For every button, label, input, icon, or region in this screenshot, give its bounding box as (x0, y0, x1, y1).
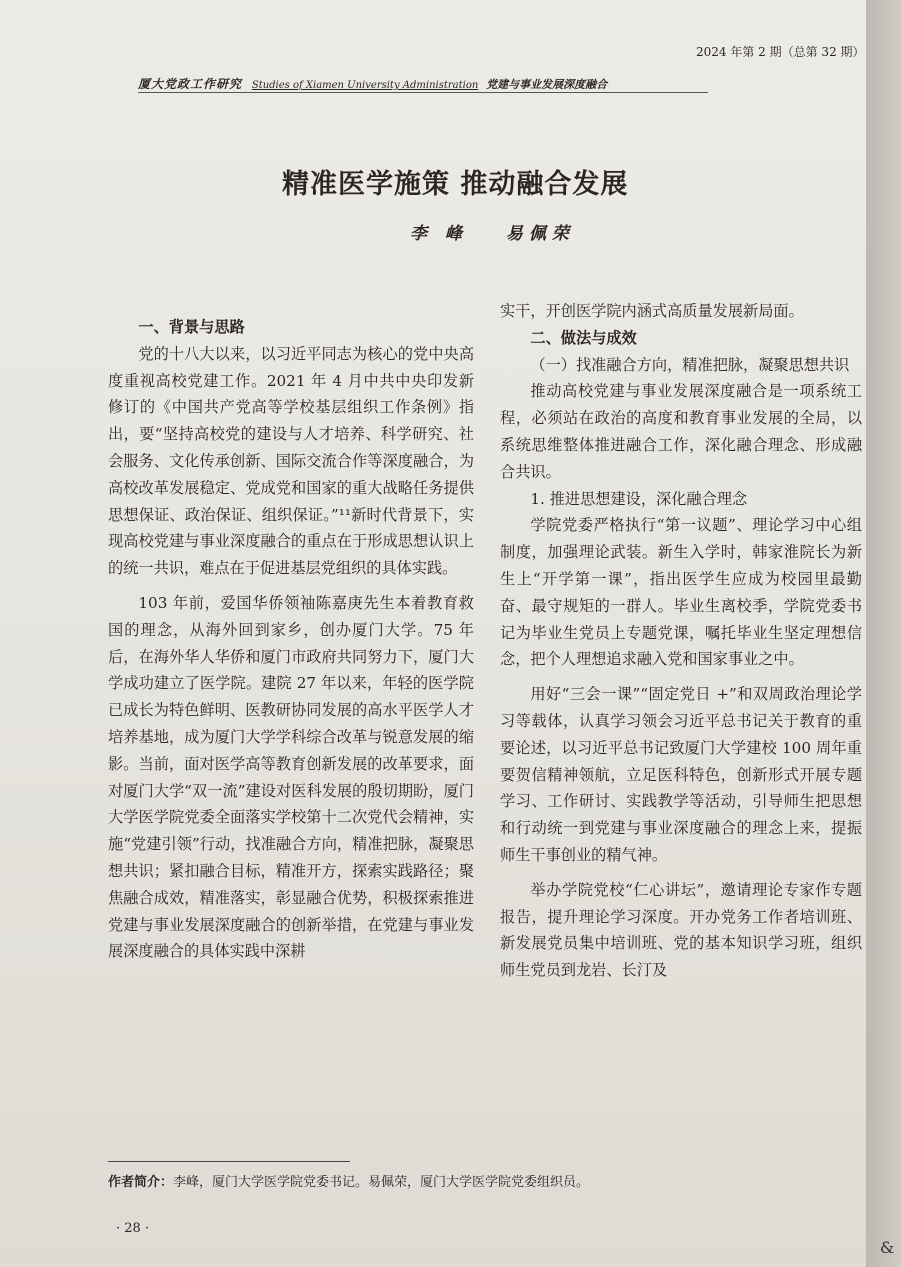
paragraph: 103 年前，爱国华侨领袖陈嘉庚先生本着教育救国的理念，从海外回到家乡，创办厦门大学。75 年后，在海外华人华侨和厦门市政府共同努力下，厦门大学成功建立了医学院。建院 27 年以来，年轻的医学院已成长为特色鲜明、医教研协同发展的高水平医学人才培养基地，成为厦门大学学科综合改革与锐意发展的缩影。当前，面对医学高等教育创新发展的改革要求，面对厦门大学“双一流”建设对医科发展的殷切期盼，厦门大学医学院党委全面落实学校第十二次党代会精神，实施“党建引领”行动，找准融合方向，精准把脉，凝聚思想共识；紧扣融合目标，精准开方，探索实践路径；聚焦融合成效，精准落实，彰显融合优势，积极探索推进党建与事业发展深度融合的创新举措，在党建与事业发展深度融合的具体实践中深耕 (108, 593, 474, 961)
paragraph: 举办学院党校“仁心讲坛”，邀请理论专家作专题报告，提升理论学习深度。开办党务工作者培训班、新发展党员集中培训班、党的基本知识学习班，组织师生党员到龙岩、长汀及 (500, 880, 862, 980)
footnote-rule (108, 1161, 350, 1162)
author-2: 易佩荣 (505, 224, 575, 244)
right-column (500, 298, 862, 984)
footnote-label: 作者简介： (108, 1175, 174, 1190)
footnote-text: 李峰，厦门大学医学院党委书记。易佩荣，厦门大学医学院党委组织员。 (173, 1175, 590, 1190)
page-edge-shadow (866, 0, 901, 1267)
paragraph: 学院党委严格执行“第一议题”、理论学习中心组制度，加强理论武装。新生入学时，韩家淮院长为新生上“开学第一课”，指出医学生应成为校园里最勤奋、最守规矩的一群人。毕业生离校季，学院党委书记为毕业生党员上专题党课，嘱托毕业生坚定理想信念，把个人理想追求融入党和国家事业之中。 (500, 516, 862, 669)
paragraph-continuation: 实干，开创医学院内涵式高质量发展新局面。 (500, 302, 804, 320)
article-title: 精准医学施策 推动融合发展 (282, 169, 629, 200)
paragraph: 用好“三会一课”“固定党日 +”和双周政治理论学习等载体，认真学习领会习近平总书记关于教育的重要论述，以习近平总书记致厦门大学建校 100 周年重要贺信精神领航，立足医科特色，创新形式开展专题学习、工作研讨、实践教学等活动，引导师生把思想和行动统一到党建与事业深度融合的理念上来，提振师生干事创业的精气神。 (500, 685, 862, 864)
page-number: · 28 · (116, 1221, 150, 1236)
subsection-heading: （一）找准融合方向，精准把脉，凝聚思想共识 (530, 355, 850, 374)
paragraph: 推动高校党建与事业发展深度融合是一项系统工程，必须站在政治的高度和教育事业发展的全局，以系统思维整体推进融合工作，深化融合理念、形成融合共识。 (500, 382, 862, 481)
author-footnote (108, 1171, 828, 1190)
header-rule (138, 92, 708, 93)
running-header (138, 75, 698, 92)
column-name: 党建与事业发展深度融合 (486, 78, 608, 91)
author-1: 李 峰 (410, 224, 468, 244)
issue-info: 2024 年第 2 期（总第 32 期） (696, 45, 865, 59)
paragraph: 党的十八大以来，以习近平同志为核心的党中央高度重视高校党建工作。2021 年 4 月中共中央印发新修订的《中国共产党高等学校基层组织工作条例》指出，要“坚持高校党的建设与人才培养、科学研究、社会服务、文化传承创新、国际交流合作等深度融合，为高校改革发展稳定、党成党和国家的重大战略任务提供思想保证、政治保证、组织保证。”¹¹新时代背景下，实现高校党建与事业深度融合的重点在于形成思想认识上的统一共识，难点在于促进基层党组织的具体实践。 (108, 344, 474, 578)
journal-name-en: Studies of Xiamen University Administration (251, 80, 479, 91)
sub-subsection-heading: 1. 推进思想建设，深化融合理念 (530, 489, 748, 508)
article-authors (410, 219, 601, 244)
journal-name-cn: 厦大党政工作研究 (138, 77, 243, 91)
corner-mark: & (880, 1238, 895, 1257)
left-column (108, 314, 474, 965)
section-heading-2: 二、做法与成效 (530, 328, 637, 347)
section-heading-1: 一、背景与思路 (138, 318, 245, 336)
